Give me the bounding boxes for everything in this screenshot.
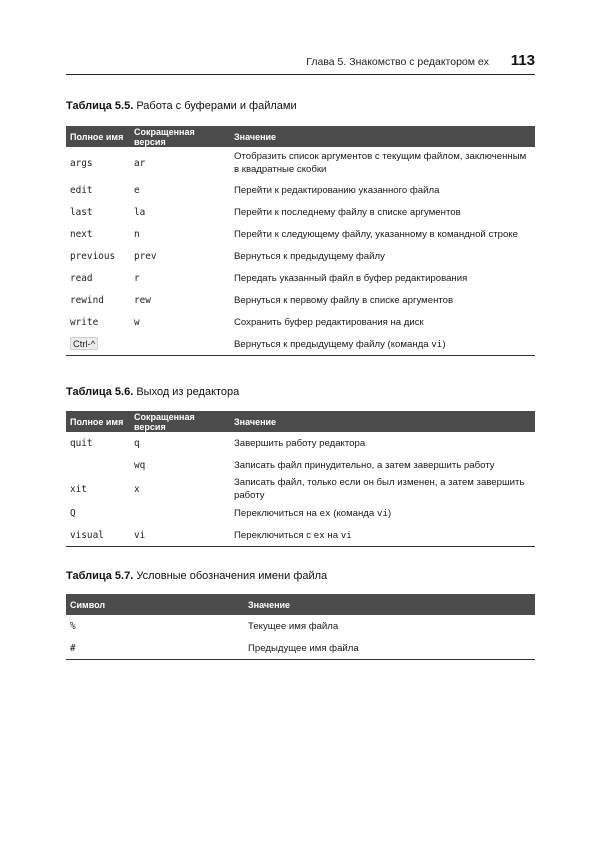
- short-name-cell: wq: [134, 459, 146, 471]
- chapter-title: Глава 5. Знакомство с редактором ex: [306, 56, 489, 68]
- table-row: [66, 245, 535, 267]
- short-name-cell: x: [134, 483, 140, 495]
- meaning-cell: Вернуться к предыдущему файлу: [234, 250, 385, 262]
- full-name-cell: last: [70, 206, 93, 218]
- meaning-cell: Записать файл принудительно, а затем завершить работу: [234, 459, 495, 471]
- short-name-cell: vi: [130, 524, 230, 547]
- meaning-cell: Сохранить буфер редактирования на диск: [234, 316, 424, 328]
- short-name-cell: n: [134, 228, 140, 240]
- column-header: Полное имя: [66, 126, 130, 147]
- table-header-row: [66, 411, 535, 432]
- caption-text: Условные обозначения имени файла: [133, 570, 328, 582]
- short-name-cell: rew: [134, 294, 151, 306]
- full-name-cell: previous: [70, 250, 116, 262]
- column-header: Символ: [66, 594, 244, 615]
- meaning-text: (команда: [330, 507, 377, 519]
- meaning-cell: Перейти к последнему файлу в списке аргументов: [234, 206, 461, 218]
- full-name-cell: rewind: [70, 294, 104, 306]
- caption-label: Таблица 5.7.: [66, 570, 134, 582]
- table-row: [66, 637, 535, 660]
- meaning-text: Переключиться на: [234, 507, 320, 519]
- inline-code: vi: [431, 338, 443, 350]
- full-name-cell: quit: [70, 437, 93, 449]
- column-header: Значение: [230, 126, 535, 147]
- table-exit-editor: [66, 411, 535, 547]
- short-name-cell: q: [134, 437, 140, 449]
- meaning-cell: Передать указанный файл в буфер редактирования: [234, 272, 468, 284]
- caption-label: Таблица 5.5.: [66, 100, 134, 112]
- table-row: [66, 201, 535, 223]
- column-header: Значение: [244, 594, 535, 615]
- meaning-cell: Предыдущее имя файла: [244, 637, 535, 660]
- caption-label: Таблица 5.6.: [66, 386, 134, 398]
- column-header: Значение: [230, 411, 535, 432]
- column-header: Сокращенная версия: [130, 126, 230, 147]
- full-name-cell: edit: [70, 184, 93, 196]
- short-name-cell: prev: [134, 250, 157, 262]
- meaning-text: Переключиться с: [234, 529, 314, 541]
- short-name-cell: e: [134, 184, 140, 196]
- meaning-text: ): [388, 507, 392, 519]
- table-5-7-caption: [66, 570, 327, 582]
- table-header-row: [66, 126, 535, 147]
- short-name-cell: la: [134, 206, 146, 218]
- meaning-cell: Завершить работу редактора: [234, 437, 366, 449]
- table-row: [66, 289, 535, 311]
- table-row: [66, 179, 535, 201]
- meaning-cell: Записать файл, только если он был изменен, а затем завершить работу: [234, 477, 525, 501]
- short-name-cell: r: [134, 272, 140, 284]
- meaning-cell: Отобразить список аргументов с текущим файлом, заключенным в квадратные скобки: [234, 151, 527, 175]
- table-filename-symbols: [66, 594, 535, 660]
- meaning-text: Вернуться к предыдущему файлу (команда: [234, 338, 432, 350]
- table-row: [66, 267, 535, 289]
- table-5-6-caption: [66, 386, 239, 398]
- inline-code: ex: [313, 529, 325, 541]
- table-row: [66, 333, 535, 356]
- full-name-cell: args: [70, 157, 93, 169]
- table-row: [66, 502, 535, 524]
- short-name-cell: [130, 333, 230, 356]
- meaning-cell: Текущее имя файла: [248, 620, 339, 632]
- symbol-cell: #: [66, 637, 244, 660]
- full-name-cell: visual: [66, 524, 130, 547]
- meaning-cell: [230, 333, 535, 356]
- column-header: Сокращенная версия: [130, 411, 230, 432]
- page-number: 113: [510, 52, 535, 69]
- full-name-cell: [66, 454, 130, 476]
- table-row: [66, 524, 535, 547]
- table-row: [66, 432, 535, 454]
- meaning-cell: [230, 524, 535, 547]
- table-row: [66, 615, 535, 637]
- short-name-cell: ar: [134, 157, 146, 169]
- symbol-cell: %: [70, 620, 76, 632]
- ctrl-key-badge: Ctrl-^: [70, 337, 98, 350]
- meaning-cell: Перейти к редактированию указанного файла: [234, 184, 440, 196]
- inline-code: vi: [376, 507, 388, 519]
- inline-code: vi: [340, 529, 352, 541]
- column-header: Полное имя: [66, 411, 130, 432]
- short-name-cell: w: [134, 316, 140, 328]
- full-name-cell: [66, 333, 130, 356]
- full-name-cell: Q: [70, 507, 76, 519]
- inline-code: ex: [319, 507, 331, 519]
- full-name-cell: read: [70, 272, 93, 284]
- full-name-cell: next: [70, 228, 93, 240]
- caption-text: Работа с буферами и файлами: [133, 100, 297, 112]
- full-name-cell: xit: [70, 483, 87, 495]
- table-buffers-files: [66, 126, 535, 356]
- table-row: [66, 476, 535, 502]
- page-header: [66, 52, 535, 75]
- table-row: [66, 454, 535, 476]
- table-header-row: [66, 594, 535, 615]
- full-name-cell: write: [70, 316, 99, 328]
- table-row: [66, 311, 535, 333]
- meaning-cell: [230, 502, 535, 524]
- caption-text: Выход из редактора: [133, 386, 240, 398]
- meaning-cell: Вернуться к первому файлу в списке аргументов: [234, 294, 454, 306]
- table-5-5-caption: [66, 100, 297, 112]
- table-row: [66, 223, 535, 245]
- short-name-cell: [130, 502, 230, 524]
- meaning-text: ): [442, 338, 446, 350]
- meaning-text: на: [324, 529, 341, 541]
- table-row: [66, 147, 535, 179]
- meaning-cell: Перейти к следующему файлу, указанному в командной строке: [234, 228, 518, 240]
